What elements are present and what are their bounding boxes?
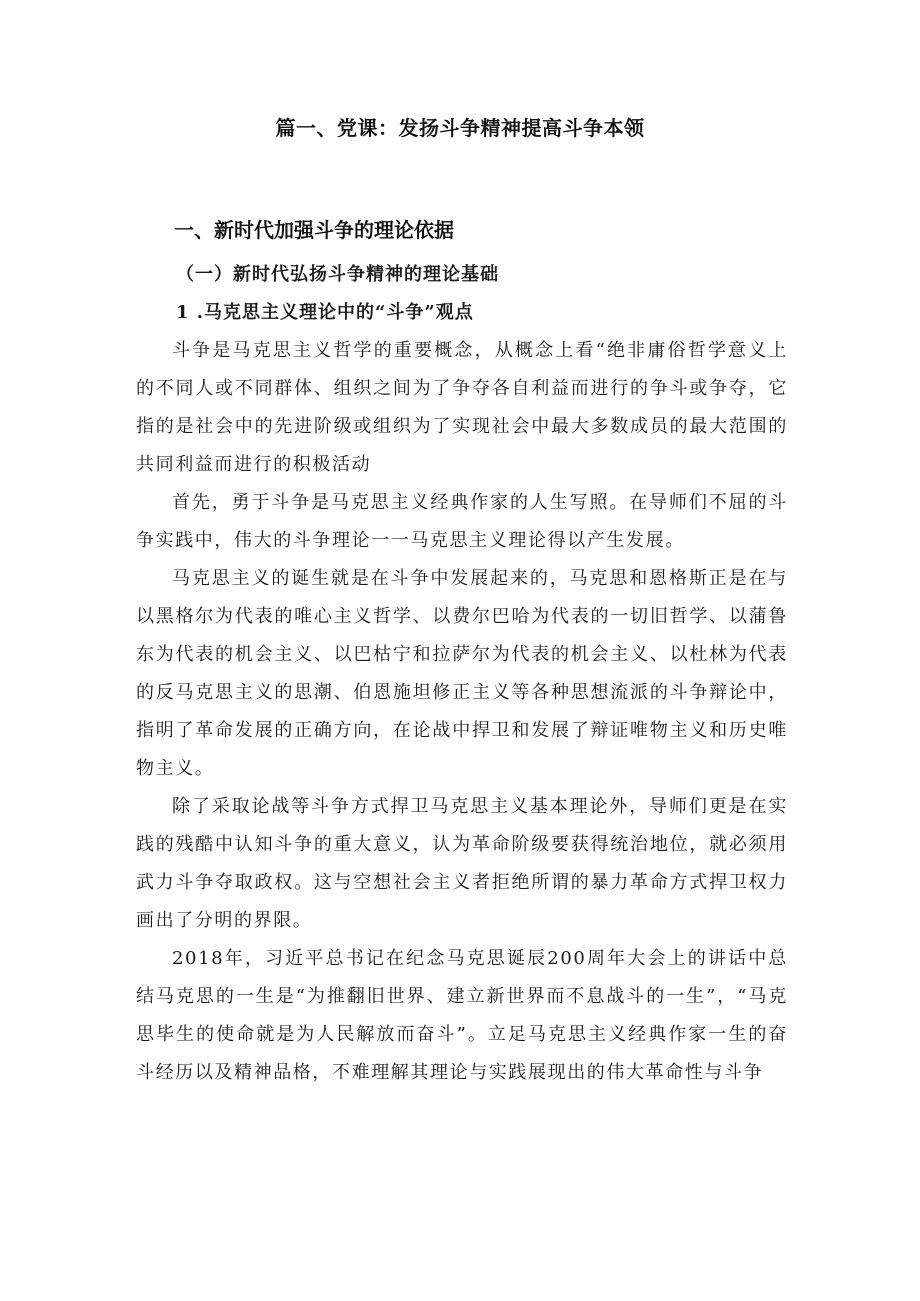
paragraph-first: 首先，勇于斗争是马克思主义经典作家的人生写照。在导师们不屈的斗争实践中，伟大的斗争理论一一马克思主义理论得以产生发展。: [136, 492, 788, 551]
section-heading: 一、新时代加强斗争的理论依据: [174, 218, 454, 242]
point-heading: 1 .马克思主义理论中的“斗争”观点: [176, 302, 474, 323]
paragraph-2018: 2018年，习近平总书记在纪念马克思诞辰200周年大会上的讲话中总结马克思的一生是“为推翻旧世界、建立新世界而不息战斗的一生”，“马克思毕生的使命就是为人民解放而奋斗”。立足马克思主义经典作家一生的奋斗经历以及精神品格，不难理解其理论与实践展现出的伟大革命性与斗争: [136, 948, 788, 1083]
paragraph-birth: 马克思主义的诞生就是在斗争中发展起来的，马克思和恩格斯正是在与以黑格尔为代表的唯心主义哲学、以费尔巴哈为代表的一切旧哲学、以蒲鲁东为代表的机会主义、以巴枯宁和拉萨尔为代表的机会主义、以杜林为代表的反马克思主义的思潮、伯恩施坦修正主义等各种思想流派的斗争辩论中，指明了革命发展的正确方向，在论战中捍卫和发展了辩证唯物主义和历史唯物主义。: [136, 568, 788, 779]
document-title: 篇一、党课：发扬斗争精神提高斗争本领: [275, 116, 645, 140]
subsection-heading: （一）新时代弘扬斗争精神的理论基础: [176, 264, 499, 285]
document-body: [136, 212, 788, 1092]
paragraph-concept: 斗争是马克思主义哲学的重要概念，从概念上看“绝非庸俗哲学意义上的不同人或不同群体、组织之间为了争夺各自利益而进行的争斗或争夺，它指的是社会中的先进阶级或组织为了实现社会中最大多数成员的最大范围的共同利益而进行的积极活动: [136, 340, 788, 475]
paragraph-armed-struggle: 除了采取论战等斗争方式捍卫马克思主义基本理论外，导师们更是在实践的残酷中认知斗争的重大意义，认为革命阶级要获得统治地位，就必须用武力斗争夺取政权。这与空想社会主义者拒绝所谓的暴力革命方式捍卫权力画出了分明的界限。: [136, 796, 788, 931]
